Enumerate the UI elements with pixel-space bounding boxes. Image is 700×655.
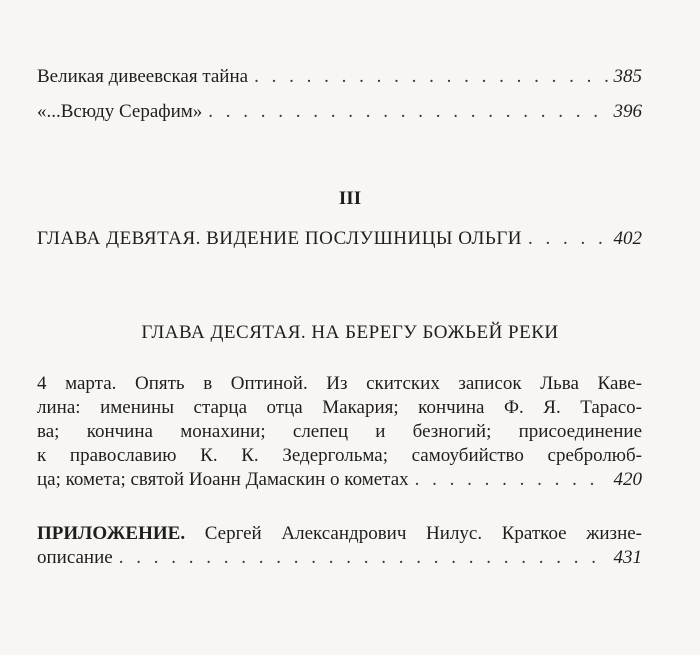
toc-entry-page: 385 bbox=[613, 66, 642, 87]
dot-leader bbox=[119, 546, 608, 570]
contents-line: к православию К. К. Зедергольма; самоубийство сребролюб- bbox=[37, 445, 642, 466]
appendix-entry[interactable] bbox=[37, 522, 642, 570]
appendix-page: 431 bbox=[613, 547, 642, 568]
toc-entry[interactable] bbox=[37, 66, 642, 88]
toc-entry-title: Великая дивеевская тайна bbox=[37, 66, 249, 87]
chapter-page: 402 bbox=[613, 228, 642, 249]
toc-entry-chapter-9[interactable] bbox=[37, 228, 642, 250]
appendix-text-end: описание bbox=[37, 547, 113, 568]
dot-leader bbox=[208, 101, 607, 123]
toc-entry[interactable] bbox=[37, 101, 642, 123]
dot-leader bbox=[415, 468, 608, 492]
appendix-text: Сергей Александрович Нилус. Краткое жизне- bbox=[204, 523, 642, 544]
chapter-title: ГЛАВА ДЕВЯТАЯ. ВИДЕНИЕ ПОСЛУШНИЦЫ ОЛЬГИ bbox=[37, 228, 523, 249]
toc-entry-page: 396 bbox=[613, 101, 642, 122]
part-heading: III bbox=[338, 188, 362, 209]
contents-line: ца; комета; святой Иоанн Дамаскин о кометах bbox=[37, 469, 409, 490]
contents-last-line bbox=[37, 468, 642, 492]
contents-line: лина: именины старца отца Макария; кончина Ф. Я. Тарасо- bbox=[37, 397, 642, 418]
contents-page: 420 bbox=[613, 469, 642, 490]
appendix-label: ПРИЛОЖЕНИЕ. bbox=[37, 523, 186, 544]
dot-leader bbox=[528, 228, 607, 250]
appendix-last-line bbox=[37, 546, 642, 570]
appendix-line bbox=[37, 522, 642, 546]
contents-line: 4 марта. Опять в Оптиной. Из скитских записок Льва Каве- bbox=[37, 373, 642, 394]
dot-leader bbox=[254, 66, 607, 88]
contents-line: ва; кончина монахини; слепец и безногий; присоединение bbox=[37, 421, 642, 442]
toc-entry-title: «...Всюду Серафим» bbox=[37, 101, 203, 122]
chapter-10-heading[interactable]: ГЛАВА ДЕСЯТАЯ. НА БЕРЕГУ БОЖЬЕЙ РЕКИ bbox=[141, 322, 559, 343]
chapter-10-contents[interactable] bbox=[37, 372, 642, 492]
